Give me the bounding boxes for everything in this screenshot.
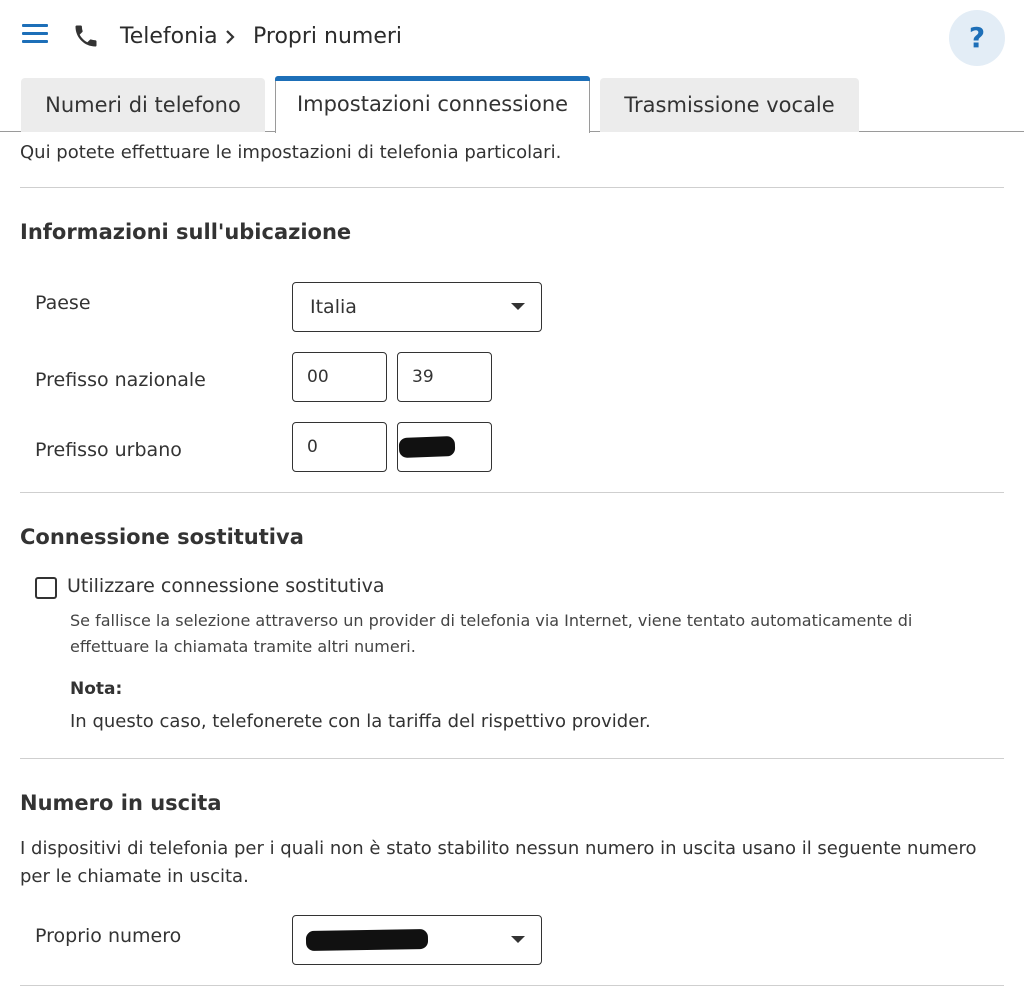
country-label: Paese [35, 292, 91, 314]
hamburger-menu-icon[interactable] [22, 24, 48, 46]
divider [20, 492, 1004, 493]
divider [20, 187, 1004, 188]
top-bar [0, 0, 1024, 76]
tab-numeri-di-telefono[interactable]: Numeri di telefono [21, 78, 265, 132]
tab-trasmissione-vocale[interactable]: Trasmissione vocale [600, 78, 859, 132]
area-code-field-1[interactable] [292, 422, 387, 472]
redaction-mark [306, 929, 428, 951]
tab-bar [0, 76, 1024, 132]
chevron-right-icon [222, 26, 240, 48]
national-prefix-field-1[interactable] [292, 352, 387, 402]
caret-down-icon [511, 303, 525, 310]
national-prefix-field-2[interactable] [397, 352, 492, 402]
note-text: In questo caso, telefonerete con la tariffa del rispettivo provider. [70, 711, 651, 732]
caret-down-icon [511, 936, 525, 943]
country-select-value: Italia [310, 296, 357, 318]
section-heading-fallback: Connessione sostitutiva [20, 525, 304, 549]
phone-icon [72, 22, 100, 50]
national-prefix-label: Prefisso nazionale [35, 369, 206, 391]
fallback-checkbox-label[interactable]: Utilizzare connessione sostitutiva [67, 575, 385, 597]
fallback-description: Se fallisce la selezione attraverso un provider di telefonia via Internet, viene tentato automaticamente di effettuare la chiamata tramite altri numeri. [70, 611, 913, 656]
section-heading-location: Informazioni sull'ubicazione [20, 220, 352, 244]
country-select[interactable] [292, 282, 542, 332]
fallback-checkbox[interactable] [35, 577, 57, 599]
redaction-mark [399, 436, 456, 458]
divider [20, 985, 1004, 986]
breadcrumb-propri-numeri: Propri numeri [253, 24, 403, 49]
intro-text: Qui potete effettuare le impostazioni di telefonia particolari. [20, 142, 562, 163]
outgoing-description: I dispositivi di telefonia per i quali non è stato stabilito nessun numero in uscita usano il seguente numero per le chiamate in uscita. [20, 838, 977, 887]
note-title: Nota: [70, 679, 123, 699]
tab-impostazioni-connessione[interactable]: Impostazioni connessione [275, 76, 590, 133]
own-number-label: Proprio numero [35, 925, 182, 947]
divider [20, 758, 1004, 759]
help-button[interactable]: ? [949, 10, 1005, 66]
section-heading-outgoing: Numero in uscita [20, 791, 222, 815]
area-code-label: Prefisso urbano [35, 439, 182, 461]
breadcrumb-telefonia[interactable]: Telefonia [120, 24, 218, 49]
